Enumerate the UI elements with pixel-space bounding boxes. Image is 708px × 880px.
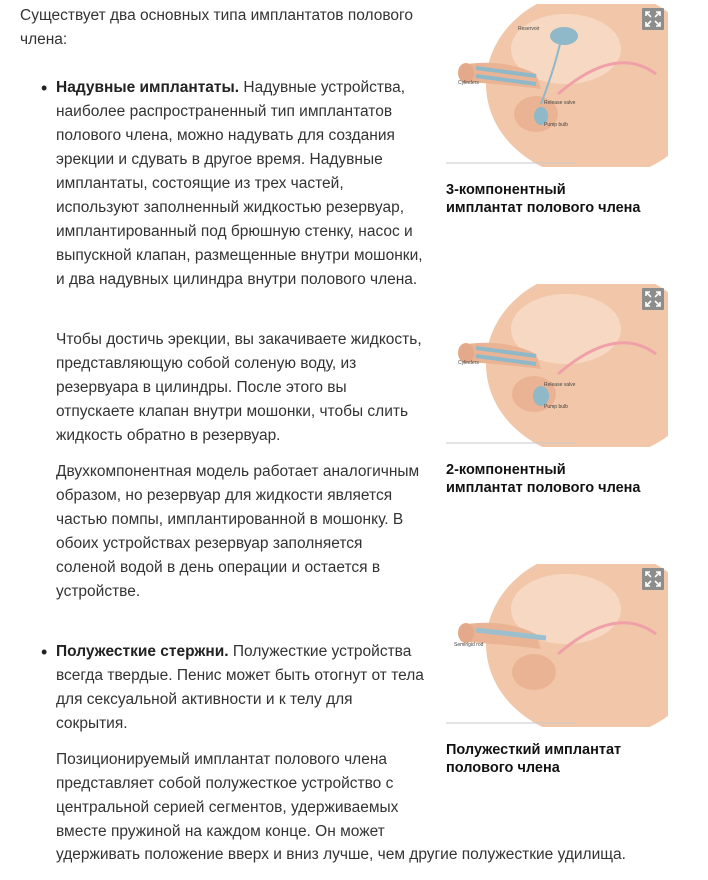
figure-semirigid xyxy=(446,564,668,777)
figure-three-piece xyxy=(446,4,668,217)
illustration-three-piece[interactable] xyxy=(446,4,668,167)
figure-label: Cylinders xyxy=(458,360,479,366)
expand-icon[interactable] xyxy=(642,568,664,590)
paragraph: Позиционируемый имплантат полового члена представляет собой полужесткое устройство с центральной серией сегментов, удерживаемых вместе пружиной на каждом конце. Он может xyxy=(56,751,399,840)
paragraph-continuation: удерживать положение вверх и вниз лучше, чем другие полужесткие удилища. xyxy=(56,846,626,863)
figure-two-piece xyxy=(446,284,668,497)
figure-caption: 3-компонентный имплантат полового члена xyxy=(446,182,641,216)
figure-label: Cylinders xyxy=(458,80,479,86)
bullet: • xyxy=(41,78,48,98)
paragraph: Двухкомпонентная модель работает аналогичным образом, но резервуар для жидкости является частью помпы, имплантированной в мошонку. В обоих устройствах резервуар заполняется соленой водой в день операции и остается в устройстве. xyxy=(56,463,420,600)
bullet: • xyxy=(41,642,48,662)
item-title: Надувные имплантаты. xyxy=(56,79,240,96)
expand-icon[interactable] xyxy=(642,288,664,310)
expand-icon[interactable] xyxy=(642,8,664,30)
paragraph-text: Надувные устройства, наиболее распространенный тип имплантатов полового члена, можно надувать для создания эрекции и сдувать в другое время. Надувные имплантаты, состоящие из трех частей, используют заполненный жидкостью резервуар, имплантированный под брюшную стенку, насос и выпускной клапан, размещенные внутри мошонки, и два надувных цилиндра внутри полового члена. xyxy=(56,79,423,288)
figure-caption: 2-компонентный имплантат полового члена xyxy=(446,462,641,496)
figure-label: Release valve xyxy=(544,100,576,106)
paragraph-text: Полужесткие устройства всегда твердые. Пенис может быть отогнут от тела для сексуальной активности и к телу для сокрытия. xyxy=(56,643,424,732)
paragraph xyxy=(56,640,426,736)
figure-caption: Полужесткий имплантат полового члена xyxy=(446,742,622,776)
figure-label: Pump bulb xyxy=(544,122,568,128)
figure-label: Semirigid rod xyxy=(454,642,484,648)
paragraph xyxy=(56,76,426,292)
item-title: Полужесткие стержни. xyxy=(56,643,229,660)
figure-label: Reservoir xyxy=(518,26,540,32)
paragraph: Чтобы достичь эрекции, вы закачиваете жидкость, представляющую собой соленую воду, из резервуара в цилиндры. После этого вы отпускаете клапан внутри мошонки, чтобы слить жидкость обратно в резервуар. xyxy=(56,331,422,444)
figure-label: Release valve xyxy=(544,382,576,388)
figure-label: Pump bulb xyxy=(544,404,568,410)
illustration-semirigid[interactable] xyxy=(446,564,668,727)
illustration-two-piece[interactable] xyxy=(446,284,668,447)
intro-text: Существует два основных типа имплантатов полового члена: xyxy=(20,7,413,48)
